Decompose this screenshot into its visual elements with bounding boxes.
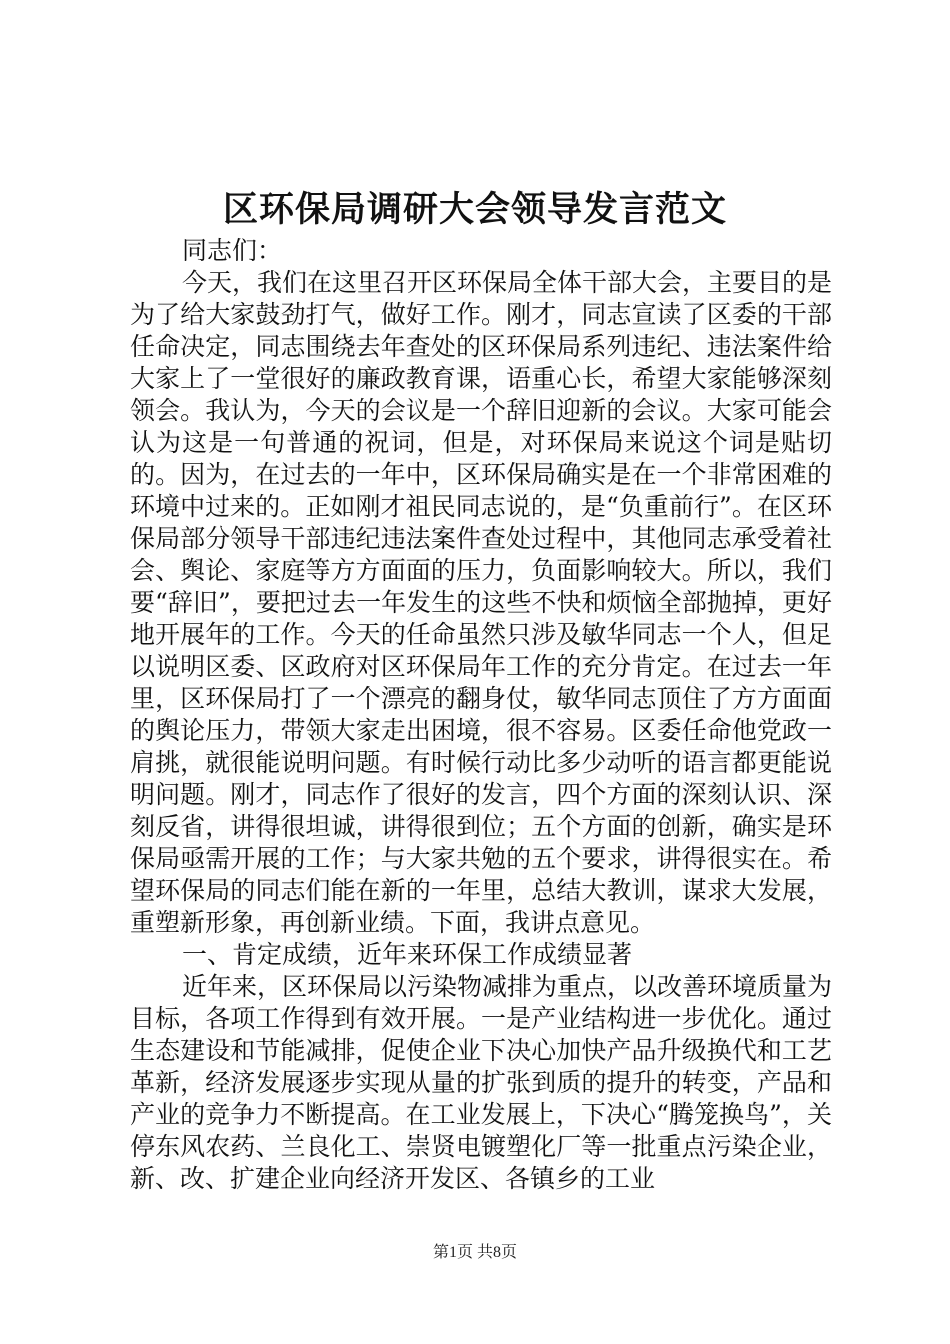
paragraph-achievements: 近年来，区环保局以污染物减排为重点，以改善环境质量为目标，各项工作得到有效开展。一是产业结构进一步优化。通过生态建设和节能减排，促使企业下决心加快产品升级换代和工艺革新，经济发展逐步实现从量的扩张到质的提升的转变，产品和产业的竞争力不断提高。在工业发展上，下决心“腾笼换鸟”，关停东风农药、兰良化工、崇贤电镀塑化厂等一批重点污染企业，新、改、扩建企业向经济开发区、各镇乡的工业	[130, 972, 833, 1193]
section-heading-1: 一、肯定成绩，近年来环保工作成绩显著	[182, 940, 633, 969]
salutation: 同志们：	[182, 236, 283, 265]
paragraph-intro: 今天，我们在这里召开区环保局全体干部大会，主要目的是为了给大家鼓劲打气，做好工作。刚才，同志宣读了区委的干部任命决定，同志围绕去年查处的区环保局系列违纪、违法案件给大家上了一堂很好的廉政教育课，语重心长，希望大家能够深刻领会。我认为，今天的会议是一个辞旧迎新的会议。大家可能会认为这是一句普通的祝词，但是，对环保局来说这个词是贴切的。因为，在过去的一年中，区环保局确实是在一个非常困难的环境中过来的。正如刚才祖民同志说的，是“负重前行”。在区环保局部分领导干部违纪违法案件查处过程中，其他同志承受着社会、舆论、家庭等方方面面的压力，负面影响较大。所以，我们要“辞旧”，要把过去一年发生的这些不快和烦恼全部抛掉，更好地开展年的工作。今天的任命虽然只涉及敏华同志一个人，但足以说明区委、区政府对区环保局年工作的充分肯定。在过去一年里，区环保局打了一个漂亮的翻身仗，敏华同志顶住了方方面面的舆论压力，带领大家走出困境，很不容易。区委任命他党政一肩挑，就很能说明问题。有时候行动比多少动听的语言都更能说明问题。刚才，同志作了很好的发言，四个方面的深刻认识、深刻反省，讲得很坦诚，讲得很到位；五个方面的创新，确实是环保局亟需开展的工作；与大家共勉的五个要求，讲得很实在。希望环保局的同志们能在新的一年里，总结大教训，谋求大发展，重塑新形象，再创新业绩。下面，我讲点意见。	[130, 268, 833, 937]
document-body	[130, 235, 832, 1195]
page-number-footer: 第1页 共8页	[432, 1244, 517, 1261]
document-title: 区环保局调研大会领导发言范文	[222, 189, 727, 230]
